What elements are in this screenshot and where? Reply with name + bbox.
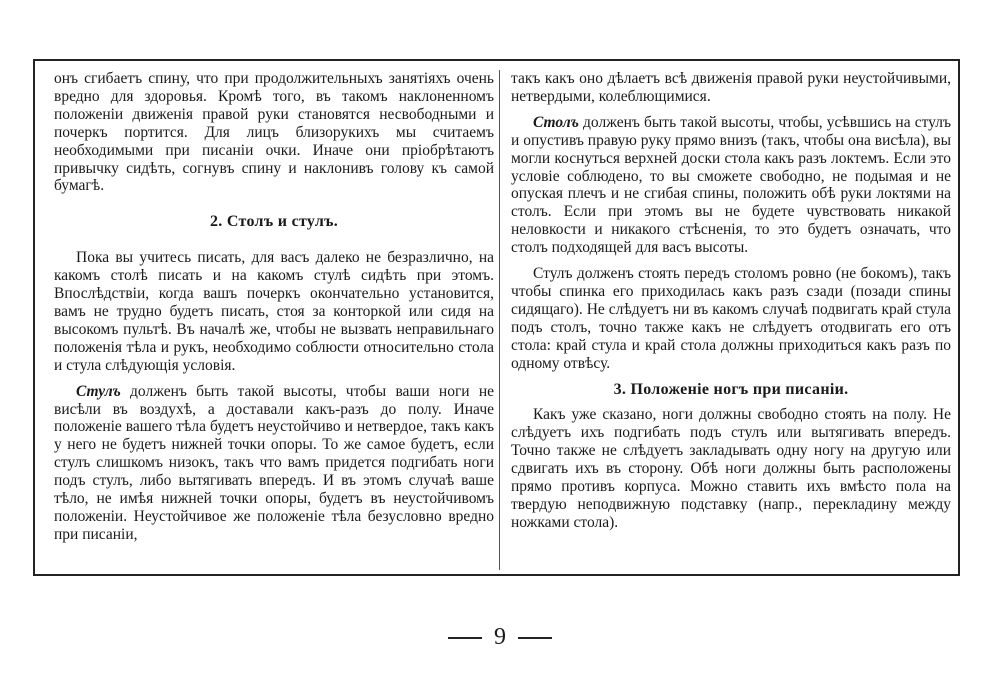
left-column (54, 70, 494, 544)
left-paragraph-3 (54, 383, 494, 544)
right-paragraph-1: такъ какъ оно дѣлаетъ всѣ движенія правой руки неустойчивыми, нетвердыми, колеблющимися. (511, 70, 951, 105)
column-divider (499, 70, 500, 570)
footer-dash-right (518, 637, 552, 639)
page-footer (0, 624, 1000, 651)
right-paragraph-2 (511, 114, 951, 257)
chair-term: Стулъ (76, 382, 121, 400)
footer-dash-left (448, 637, 482, 639)
left-paragraph-3-text: долженъ быть такой высоты, чтобы ваши ноги не висѣли въ воздухѣ, а доставали какъ-разъ до полу. Иначе положеніе вашего тѣла будетъ неустойчиво и нетвердое, такъ какъ у него не будетъ нижней точки опоры. То же самое будетъ, если стулъ слишкомъ низокъ, такъ что вамъ придется подгибать ноги подъ стулъ, либо вытягивать впередъ. И въ этомъ случаѣ ваше тѣло, не имѣя нижней точки опоры, будетъ въ неустойчивомъ положеніи. Неустойчивое же положеніе тѣла безусловно вредно при писаніи, (54, 382, 494, 543)
left-paragraph-1: онъ сгибаетъ спину, что при продолжительныхъ занятіяхъ очень вредно для здоровья. Кромѣ того, въ такомъ наклоненномъ положеніи движенія правой руки становятся несвободными и почеркъ портится. Для лицъ близорукихъ мы считаемъ необходимыми при писаніи очки. Иначе они пріобрѣтаютъ привычку сидѣть, согнувъ спину и наклонивъ голову къ самой бумагѣ. (54, 70, 494, 195)
right-paragraph-3: Стулъ долженъ стоять передъ столомъ ровно (не бокомъ), такъ чтобы спинка его приходилась какъ разъ сзади (позади спины сидящаго). Не слѣдуетъ ни въ какомъ случаѣ подвигать край стула подъ столъ, точно также какъ не слѣдуетъ отодвигать его отъ стола: край стула и край стола должны приходиться какъ разъ по одному отвѣсу. (511, 265, 951, 372)
section-heading-2: 2. Столъ и стулъ. (209, 213, 339, 231)
right-paragraph-2-text: долженъ быть такой высоты, чтобы, усѣвшись на стулъ и опустивъ правую руку прямо внизъ (такъ, чтобы она висѣла), вы могли коснуться верхней доски стола какъ разъ локтемъ. Если это условіе соблюдено, то вы сможете свободно, не подымая и не опуская плечъ и не сгибая спины, положить обѣ руки локтями на столъ. Если при этомъ вы не будете чувствовать никакой неловкости и никакого стѣсненія, то это будетъ означать, что столъ подходящей для васъ высоты. (511, 113, 951, 257)
right-column (511, 70, 951, 532)
table-term: Столъ (533, 113, 579, 131)
section-heading-3: 3. Положеніе ногъ при писаніи. (613, 380, 849, 398)
right-paragraph-4: Какъ уже сказано, ноги должны свободно стоять на полу. Не слѣдуетъ ихъ подгибать подъ стулъ или вытягивать впередъ. Точно также не слѣдуетъ закладывать одну ногу на другую или сдвигать ихъ въ сторону. Обѣ ноги должны быть расположены прямо противъ корпуса. Можно ставить ихъ вмѣсто пола на твердую неподвижную подставку (напр., перекладину между ножками стола). (511, 406, 951, 531)
left-paragraph-2: Пока вы учитесь писать, для васъ далеко не безразлично, на какомъ столѣ писать и на какомъ стулѣ сидѣть при этомъ. Впослѣдствіи, когда вашъ почеркъ окончательно установится, вамъ не трудно будетъ писать, стоя за конторкой или сидя на высокомъ пультѣ. Въ началѣ же, чтобы не вызвать неправильнаго положенія тѣла и рукъ, необходимо соблюсти относительно стола и стула слѣдующія условія. (54, 249, 494, 374)
page-number: 9 (494, 624, 506, 650)
